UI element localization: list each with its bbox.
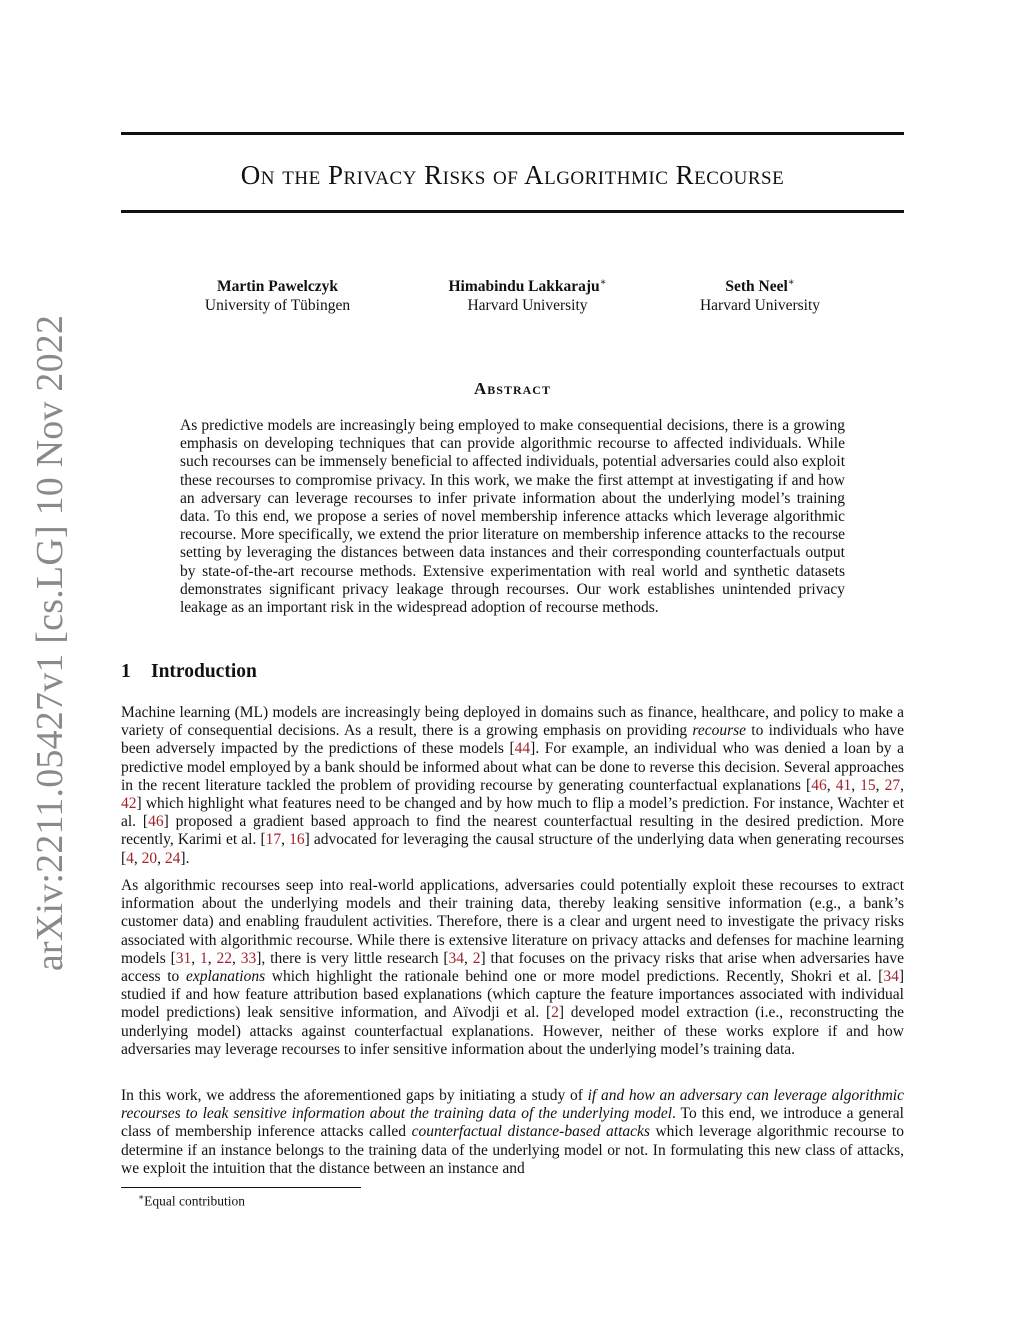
text-run: ] proposed a gradient based approach to find the nearest counterfactual resulting in the desired prediction. More recently, Karimi et al. [: [121, 813, 904, 849]
text-run: As algorithmic recourses seep into real-world applications, adversaries could potentially exploit these recourses to extract information about the underlying models and their training data, thereby leaking sensitive information (e.g., a bank’s customer data) and enabling fraudulent activities. Therefore, there is a clear and urgent need to investigate the privacy risks associated with algorithmic recourse. While there is extensive literature on privacy attacks and defenses for machine learning models [: [121, 877, 904, 967]
citation-link[interactable]: 2: [472, 949, 481, 967]
citation-link[interactable]: 46: [811, 776, 827, 794]
author-affiliation: Harvard University: [467, 297, 588, 315]
text-run: ,: [191, 949, 201, 967]
author-name: Himabindu Lakkaraju: [448, 278, 600, 296]
emphasis-text: counterfactual distance-based attacks: [411, 1123, 650, 1141]
text-run: . To this end, we introduce a general class of membership inference attacks called: [121, 1105, 904, 1141]
text-run: ], there is very little research [: [256, 949, 449, 967]
author-mark: ∗: [599, 277, 607, 288]
author-block: [420, 273, 635, 315]
text-run: which highlight the rationale behind one or more model predictions. Recently, Shokri et al. [: [265, 968, 884, 986]
author-affiliation: Harvard University: [699, 297, 821, 315]
text-run: ] advocated for leveraging the causal structure of the underlying data when generating recourses [: [121, 831, 904, 867]
footnote-text: Equal contribution: [144, 1193, 245, 1209]
body-paragraph: [121, 704, 904, 868]
title-rule-top: [121, 132, 904, 135]
footnote: [138, 1192, 245, 1210]
text-run: ,: [851, 776, 861, 794]
citation-link[interactable]: 27: [884, 776, 901, 794]
text-run: ,: [232, 949, 241, 967]
text-run: ] studied if and how feature attribution based explanations (which capture the feature importances associated with individual model predictions) leak sensitive information, and Aïvodji et al. [: [121, 968, 905, 1022]
text-run: ,: [157, 849, 165, 867]
citation-link[interactable]: 20: [141, 849, 158, 867]
emphasis-text: explanations: [185, 968, 266, 986]
author-block: [175, 273, 380, 315]
section-title: Introduction: [151, 661, 257, 682]
text-run: ,: [207, 949, 217, 967]
text-run: ,: [281, 831, 290, 849]
text-run: ,: [826, 776, 836, 794]
citation-link[interactable]: 15: [860, 776, 876, 794]
author-name: Martin Pawelczyk: [217, 278, 338, 296]
author-mark: ∗: [787, 277, 795, 288]
text-run: ,: [900, 776, 905, 794]
text-run: ,: [133, 849, 142, 867]
author-affiliation: University of Tübingen: [204, 297, 351, 315]
text-run: ]. For example, an individual who was denied a loan by a predictive model employed by a bank should be informed about what can be done to reverse this decision. Several approaches in the recent literature tackled the problem of providing recourse by generating counterfactual explanations [: [121, 740, 904, 794]
section-heading: [121, 661, 257, 683]
text-run: ] that focuses on the privacy risks that arise when adversaries have access to: [121, 949, 905, 986]
text-run: Machine learning (ML) models are increasingly being deployed in domains such as finance, healthcare, and policy to make a variety of consequential decisions. As a result, there is a growing emphasis on providing: [121, 704, 904, 740]
text-run: to individuals who have been adversely impacted by the predictions of these models [: [121, 722, 904, 758]
emphasis-text: if and how an adversary can leverage algorithmic recourses to leak sensitive information about the training data of the underlying model: [121, 1087, 904, 1123]
text-run: ] developed model extraction (i.e., reconstructing the underlying model) attacks against counterfactual explanations. However, neither of these works explore if and how adversaries may leverage recourses to infer sensitive information about the underlying model’s training data.: [121, 1004, 904, 1058]
citation-link[interactable]: 44: [514, 740, 531, 758]
citation-link[interactable]: 22: [216, 949, 233, 967]
paper-title: On the Privacy Risks of Algorithmic Recourse: [240, 160, 785, 190]
citation-link[interactable]: 46: [148, 813, 164, 831]
abstract-text: As predictive models are increasingly being employed to make consequential decisions, there is a growing emphasis on developing techniques that can provide algorithmic recourse to affected individuals. While such recourses can be immensely beneficial to affected individuals, potential adversaries could also exploit these recourses to compromise privacy. In this work, we make the first attempt at investigating if and how an adversary can leverage recourses to infer private information about the underlying model’s training data. To this end, we propose a series of novel membership inference attacks which leverage algorithmic recourse. More specifically, we extend the prior literature on membership inference attacks to the recourse setting by leveraging the distances between data instances and their corresponding counterfactuals output by state-of-the-art recourse methods. Extensive experimentation with real world and synthetic datasets demonstrates significant privacy leakage through recourses. Our work establishes unintended privacy leakage as an important risk in the widespread adoption of recourse methods.: [180, 417, 845, 617]
body-paragraph: [121, 877, 904, 1059]
text-run: ] which highlight what features need to be changed and by how much to flip a model’s prediction. For instance, Wachter et al. [: [121, 795, 904, 831]
section-number: 1: [121, 661, 131, 682]
citation-link[interactable]: 31: [175, 949, 192, 967]
citation-link[interactable]: 2: [551, 1004, 559, 1022]
citation-link[interactable]: 1: [200, 949, 208, 967]
title-rule-bottom: [121, 210, 904, 213]
arxiv-stamp: [14, 314, 86, 972]
abstract-heading: Abstract: [474, 379, 551, 398]
citation-link[interactable]: 34: [448, 949, 464, 967]
citation-link[interactable]: 24: [164, 849, 181, 867]
author-name: Seth Neel: [725, 278, 788, 296]
citation-link[interactable]: 16: [289, 831, 305, 849]
citation-link[interactable]: 17: [265, 831, 282, 849]
text-run: ,: [463, 949, 473, 967]
text-run: ].: [180, 849, 190, 867]
citation-link[interactable]: 41: [835, 776, 852, 794]
text-run: In this work, we address the aforementioned gaps by initiating a study of: [121, 1087, 588, 1104]
author-block: [660, 273, 860, 315]
footnote-rule: [121, 1187, 361, 1188]
citation-link[interactable]: 42: [121, 795, 137, 813]
body-paragraph: [121, 1087, 904, 1178]
text-run: ,: [875, 776, 885, 794]
citation-link[interactable]: 33: [240, 949, 257, 967]
text-run: which leverage algorithmic recourse to determine if an instance belongs to the training data of the underlying model or not. In formulating this new class of attacks, we exploit the intuition that the distance between an instance and: [121, 1123, 904, 1177]
emphasis-text: recourse: [692, 722, 747, 740]
footnote-mark: ∗: [138, 1192, 145, 1202]
arxiv-stamp-text: arXiv:2211.05427v1 [cs.LG] 10 Nov 2022: [29, 314, 71, 972]
citation-link[interactable]: 34: [883, 968, 899, 986]
citation-link[interactable]: 4: [126, 849, 134, 867]
